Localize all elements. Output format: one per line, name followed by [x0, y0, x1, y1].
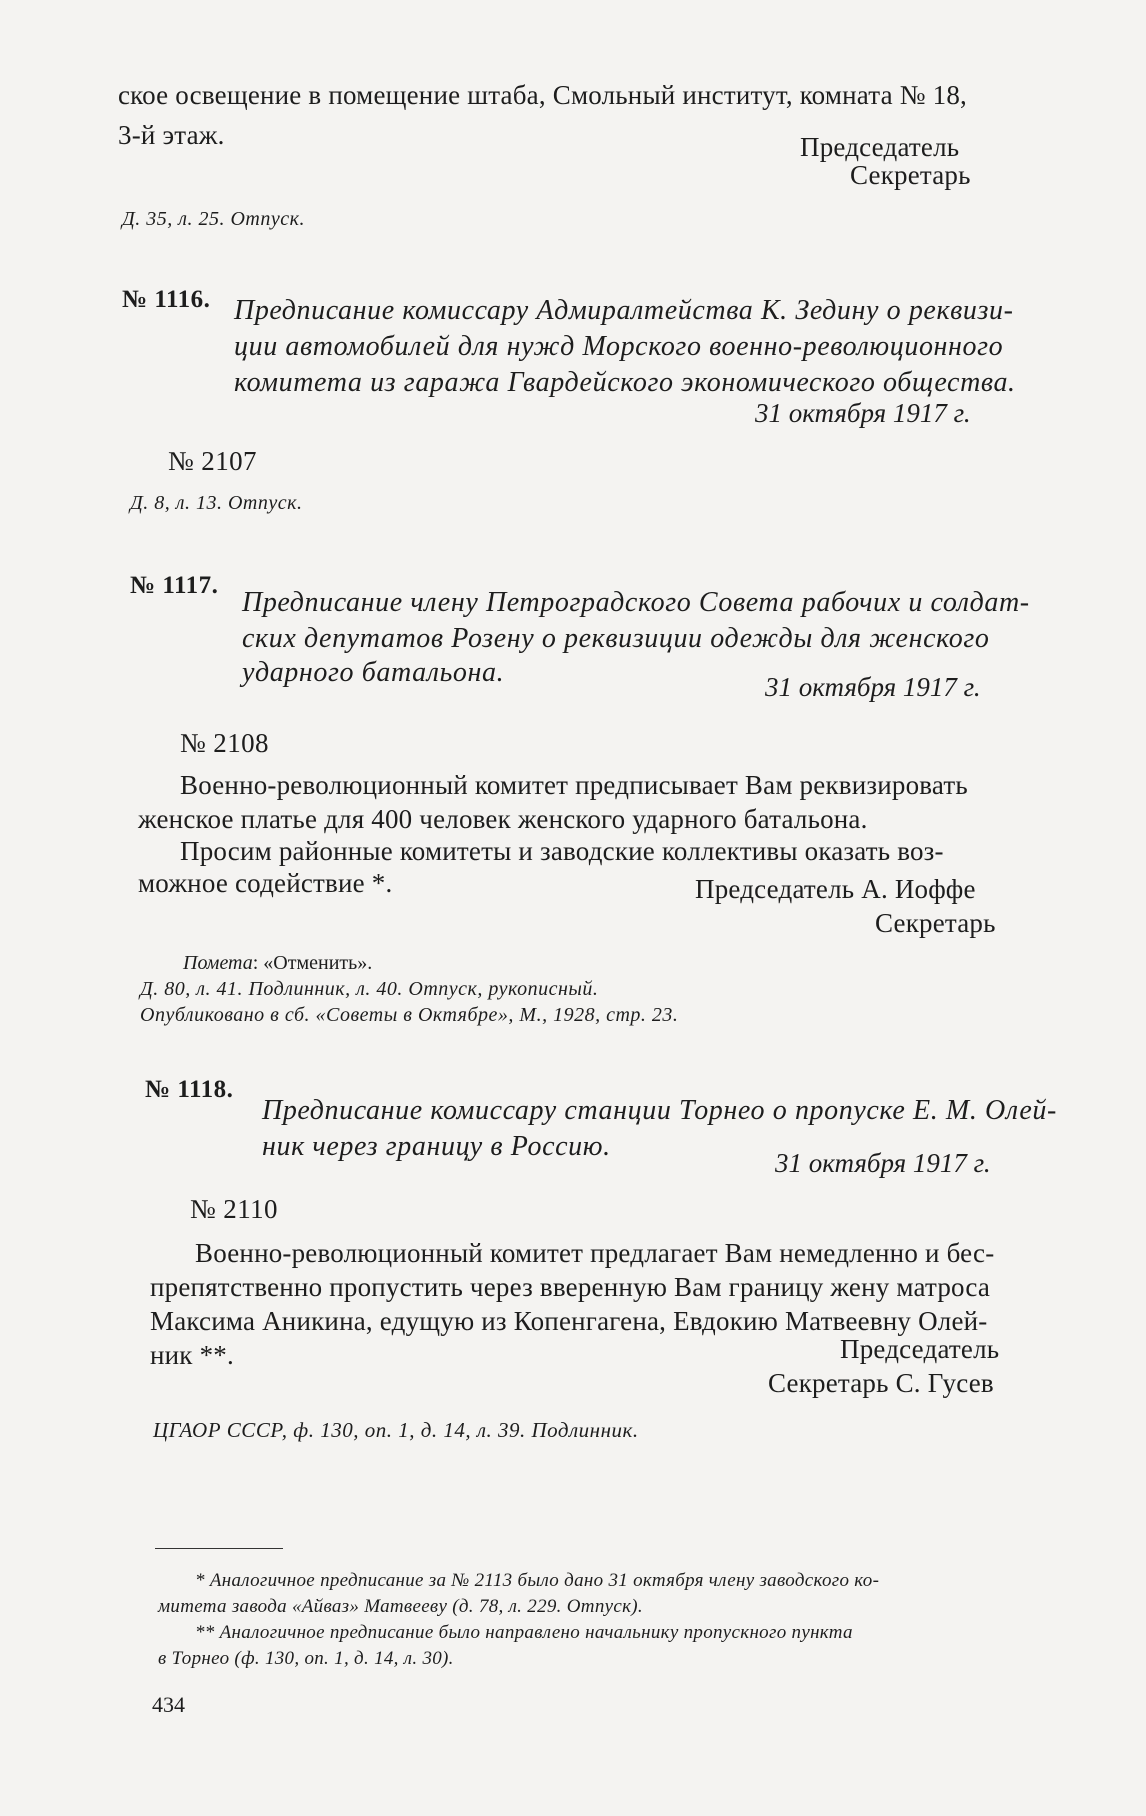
document-date: 31 октября 1917 г. — [765, 672, 981, 702]
body-line: можное содействие *. — [138, 868, 393, 898]
footnote-line: * Аналогичное предписание за № 2113 было дано 31 октября члену заводского ко- — [195, 1570, 880, 1591]
body-line: Военно-революционный комитет предлагает Вам немедленно и бес- — [195, 1238, 995, 1268]
body-line: Просим районные комитеты и заводские коллективы оказать воз- — [180, 836, 944, 866]
body-line: Военно-революционный комитет предписывает Вам реквизировать — [180, 770, 968, 800]
signature-chairman: Председатель А. Иоффе — [695, 874, 976, 904]
body-line: женское платье для 400 человек женского ударного батальона. — [138, 804, 868, 834]
document-title-line: Предписание комиссару Адмиралтейства К. Зедину о реквизи- — [234, 295, 1014, 326]
document-title-line: Предписание члену Петроградского Совета рабочих и солдат- — [242, 587, 1030, 618]
body-line: ник **. — [150, 1340, 234, 1370]
archive-source: Д. 80, л. 41. Подлинник, л. 40. Отпуск, рукописный. — [140, 978, 599, 1000]
document-date: 31 октября 1917 г. — [755, 398, 971, 428]
signature-secretary: Секретарь С. Гусев — [768, 1368, 994, 1398]
document-date: 31 октября 1917 г. — [775, 1148, 991, 1178]
archive-source: Д. 8, л. 13. Отпуск. — [130, 492, 303, 514]
document-number-heading: № 1116. — [122, 286, 211, 313]
outgoing-number: № 2108 — [180, 728, 269, 758]
document-title-line: комитета из гаража Гвардейского экономического общества. — [234, 367, 1016, 398]
continuation-line-1: ское освещение в помещение штаба, Смольный институт, комната № 18, — [118, 80, 968, 110]
signature-secretary: Секретарь — [875, 908, 996, 938]
document-number-heading: № 1117. — [130, 572, 219, 599]
outgoing-number: № 2107 — [168, 446, 257, 476]
footnote-line: ** Аналогичное предписание было направлено начальнику пропускного пункта — [195, 1622, 853, 1643]
outgoing-number: № 2110 — [190, 1194, 278, 1224]
archive-source: Д. 35, л. 25. Отпуск. — [122, 208, 305, 230]
signature-secretary: Секретарь — [850, 160, 971, 190]
signature-chairman: Председатель — [800, 132, 960, 162]
document-title-line: Предписание комиссару станции Торнео о пропуске Е. М. Олей- — [262, 1095, 1057, 1126]
archive-source: ЦГАОР СССР, ф. 130, оп. 1, д. 14, л. 39. Подлинник. — [153, 1418, 639, 1442]
footnote-line: митета завода «Айваз» Матвееву (д. 78, л. 229. Отпуск). — [158, 1596, 643, 1617]
signature-chairman: Председатель — [840, 1334, 1000, 1364]
annotation-text: : «Отменить». — [252, 952, 373, 974]
document-title-line: ции автомобилей для нужд Морского военно-революционного — [234, 331, 1004, 362]
footnote-divider — [155, 1548, 283, 1549]
annotation-note — [183, 950, 372, 977]
page-number: 434 — [152, 1692, 185, 1717]
footnote-line: в Торнео (ф. 130, оп. 1, д. 14, л. 30). — [158, 1648, 454, 1669]
body-line: Максима Аникина, едущую из Копенгагена, Евдокию Матвеевну Олей- — [150, 1306, 988, 1336]
continuation-line-2: 3-й этаж. — [118, 120, 225, 150]
document-title-line: ударного батальона. — [242, 657, 505, 688]
document-title-line: ских депутатов Розену о реквизиции одежды для женского — [242, 623, 990, 654]
document-title-line: ник через границу в Россию. — [262, 1131, 611, 1162]
document-number-heading: № 1118. — [145, 1076, 234, 1103]
annotation-label: Помета — [183, 952, 253, 974]
publication-source: Опубликовано в сб. «Советы в Октябре», М., 1928, стр. 23. — [140, 1004, 679, 1026]
body-line: препятственно пропустить через вверенную Вам границу жену матроса — [150, 1272, 991, 1302]
